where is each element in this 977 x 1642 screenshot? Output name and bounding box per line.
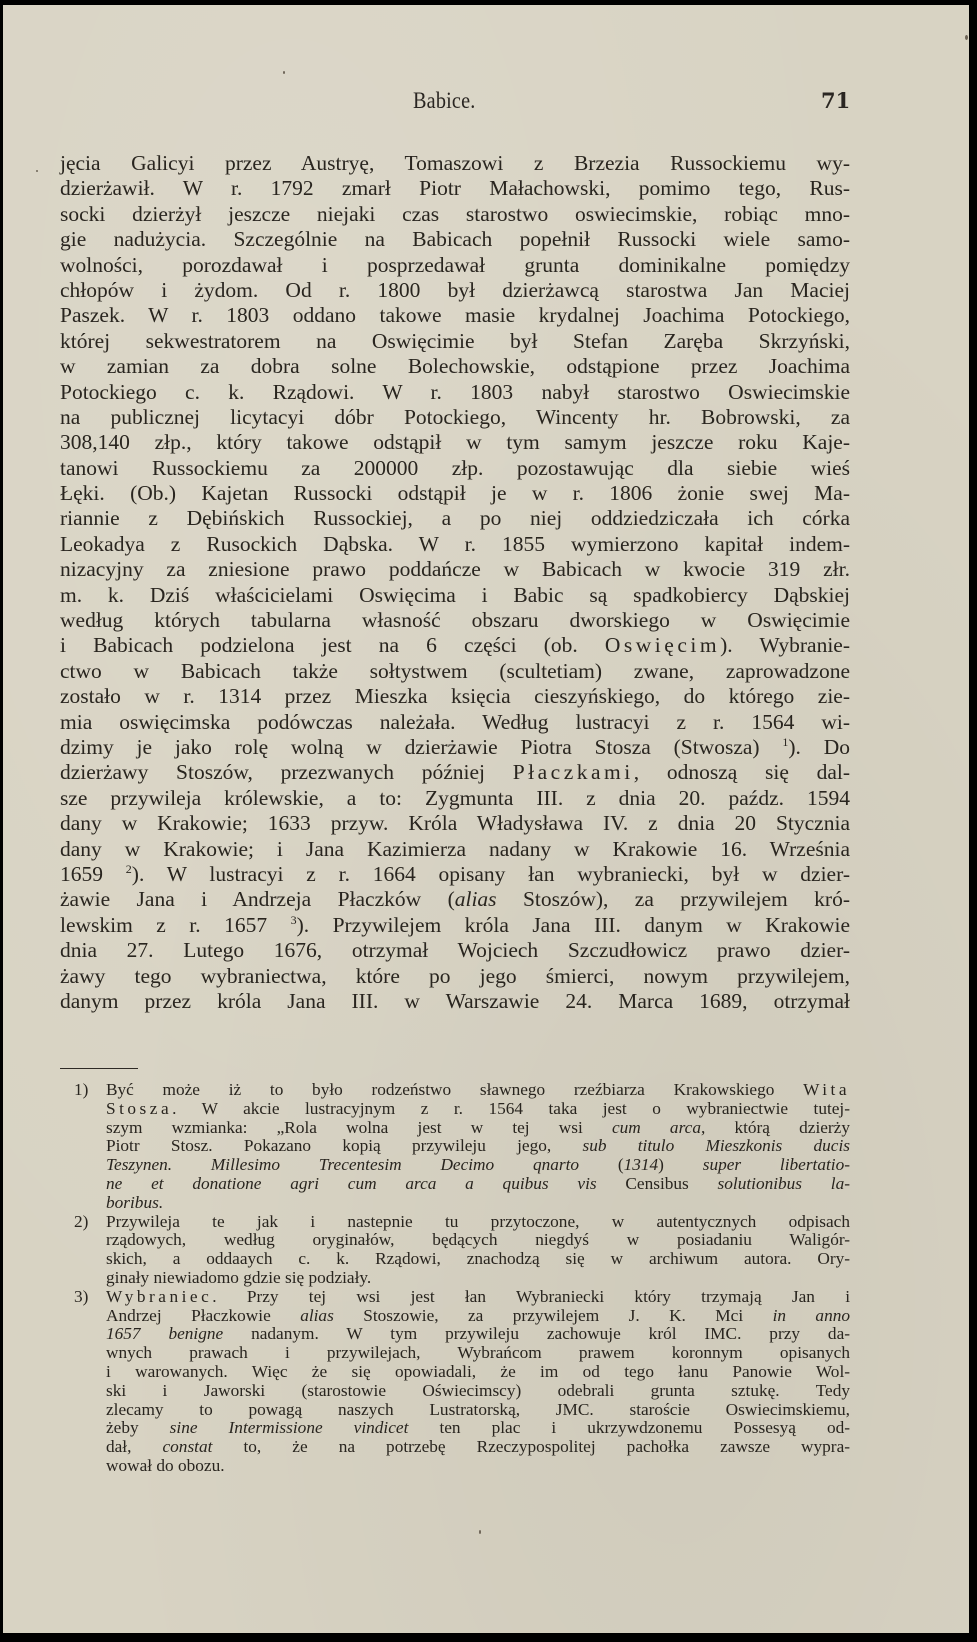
italic-term: constat [162, 1437, 213, 1457]
text-run: ten plac i ukrzywdzonemu Possesyą od- [408, 1418, 850, 1438]
note-line [106, 1156, 850, 1175]
text-line: wolności, porozdawał i posprzedawał grunta dominikalne pomiędzy [60, 252, 850, 277]
text-run: dzierżawy Stoszów, przezwanych później [60, 760, 513, 785]
text-run: ). Przywilejem króla Jana III. danym w Krakowie [296, 912, 851, 937]
note-line [106, 1307, 850, 1326]
footnote-number: 1) [74, 1080, 89, 1099]
note-line [106, 1438, 850, 1457]
italic-term: alias [300, 1305, 334, 1325]
italic-term: 1314 [623, 1155, 659, 1175]
text-line: chłopów i żydom. Od r. 1800 był dzierżawcą starostwa Jan Maciej [60, 277, 850, 302]
text-line: jęcia Galicyi przez Austryę, Tomaszowi z Brzezia Russockiemu wy- [60, 151, 850, 175]
text-line: 308,140 złp., który takowe odstąpił w tym samym jeszcze roku Kaje- [60, 430, 850, 455]
note-line [106, 1100, 850, 1119]
text-line: na publicznej licytacyi dóbr Potockiego, Wincenty hr. Bobrowski, za [60, 404, 850, 429]
text-run: . W akcie lustracyjnym z r. 1564 taka jest o wybraniectwie tutej- [172, 1098, 850, 1118]
text-run: i Babicach podzielona jest na 6 części (ob. [60, 633, 605, 658]
main-text [60, 151, 850, 1014]
text-run: dzimy je jako rolę wolną w dzierżawie Piotra Stosza (Stwosza) [60, 734, 783, 759]
text-run: ). Wybranie- [720, 633, 850, 658]
italic-term: cum arca [611, 1117, 701, 1137]
text-run: Stoszowie, za przywilejem J. K. Mci [333, 1305, 773, 1325]
text-line: w zamian za dobra solne Bolechowskie, odstąpione przez Joachima [60, 354, 850, 379]
text-line: dany w Krakowie; i Jana Kazimierza nadany w Krakowie 16. Września [60, 836, 850, 861]
italic-term: super libertatio- [702, 1155, 850, 1175]
note-line [106, 1419, 850, 1438]
text-line: Paszek. W r. 1803 oddano takowe masie krydalnej Joachima Potockiego, [60, 303, 850, 328]
text-run: żeby [106, 1418, 170, 1438]
footnote-3 [60, 1288, 850, 1476]
text-line: gie nadużycia. Szczególnie na Babicach popełnił Russocki wiele samo- [60, 227, 850, 252]
page-number: 71 [821, 88, 851, 113]
text-line [60, 633, 850, 658]
text-line [60, 760, 850, 785]
footnotes [60, 1081, 850, 1476]
footnote-1 [60, 1081, 850, 1213]
note-line: ski i Jaworski (starostowie Oświecimscy) odebrali grunta sztukę. Tedy [106, 1380, 850, 1400]
text-run: żawie Jana i Andrzeja Płaczków ( [60, 887, 455, 912]
text-run: Być może iż to było rodzeństwo sławnego rzeźbiarza Krakowskiego [106, 1080, 804, 1099]
note-line [106, 1119, 850, 1138]
spaced-name: Wita [803, 1080, 850, 1099]
text-run: lewskim z r. 1657 [60, 912, 291, 937]
italic-term: sub titulo Mieszkonis ducis [582, 1136, 850, 1156]
text-run: ( [579, 1155, 624, 1175]
footnote-number: 3) [74, 1286, 89, 1306]
text-run: nadanym. W tym przywileju zachowuje król IMC. przy da- [223, 1324, 850, 1344]
text-run: Andrzej Płaczkowie [106, 1305, 301, 1325]
note-line [106, 1288, 850, 1307]
text-line: m. k. Dziś właścicielami Oswięcima i Babic są spadkobiercy Dąbskiej [60, 582, 850, 607]
text-line: dany w Krakowie; 1633 przyw. Króla Władysława IV. z dnia 20 Stycznia [60, 811, 850, 836]
note-line [106, 1175, 850, 1194]
text-line: dnia 27. Lutego 1676, otrzymał Wojciech Szczudłowicz prawo dzier- [60, 938, 850, 963]
text-run: . Przy tej wsi jest łan Wybraniecki który trzymają Jan i [212, 1286, 850, 1306]
text-run: Censibus [625, 1173, 689, 1193]
note-line: Przywileja te jak i nastepnie tu przytoczone, w autentycznych odpisach [106, 1211, 850, 1231]
page-header [3, 88, 969, 118]
text-line [60, 735, 850, 760]
footnote-ref-3[interactable]: 3 [290, 912, 297, 927]
italic-term: solutionibus la- [688, 1173, 851, 1193]
text-line: zostało w r. 1314 przez Mieszka księcia cieszyńskiego, do którego zie- [60, 684, 850, 709]
text-run: dał, [106, 1437, 163, 1457]
italic-term: alias [454, 887, 497, 912]
text-run: szym wzmianka: „Rola wolna jest w tej wsi [106, 1117, 612, 1137]
paper-speck [36, 170, 38, 172]
footnote-separator [60, 1068, 138, 1069]
text-line: socki dzierżył jeszcze niejaki czas starostwo oswiecimskie, robiąc mno- [60, 201, 850, 226]
text-run: , którą dzierży [700, 1117, 850, 1137]
text-line: mia oswięcimska podówczas należała. Według lustracyi z r. 1564 wi- [60, 709, 850, 734]
text-run: , odnoszą się dal- [633, 760, 851, 785]
text-line [60, 913, 850, 938]
italic-term: Teszynen. Millesimo Trecentesim Decimo qnarto [106, 1155, 580, 1175]
note-line [106, 1081, 850, 1100]
italic-term: ne et donatione agri cum arca a quibus vis [106, 1173, 626, 1193]
text-line: riannie z Dębińskich Russockiej, a po niej oddziedziczała ich córka [60, 506, 850, 531]
footnote-ref-2[interactable]: 2 [125, 861, 132, 876]
text-run: Piotr Stosz. Pokazano kopią przywileju jego, [106, 1136, 583, 1156]
spaced-name: Oswięcim [604, 633, 721, 658]
spaced-name: Płaczkami [512, 760, 634, 785]
note-line: rządowych, według oryginałów, będących niegdyś w posiadaniu Waligór- [106, 1230, 850, 1250]
spaced-name: Wybraniec [106, 1286, 213, 1306]
italic-term: in anno [772, 1305, 850, 1325]
text-line: ctwo w Babicach także sołtystwem (scultetiam) zwane, zaprowadzone [60, 658, 850, 683]
spaced-name: Stosza [106, 1098, 173, 1118]
text-line [60, 887, 850, 912]
paper-speck [283, 71, 285, 74]
footnote-number: 2) [74, 1211, 89, 1231]
book-page [3, 5, 969, 1633]
paper-speck [965, 35, 968, 40]
text-line: Potockiego c. k. Rządowi. W r. 1803 nabył starostwo Oswiecimskie [60, 379, 850, 404]
italic-term: 1657 benigne [106, 1324, 224, 1344]
footnote-2 [60, 1213, 850, 1288]
paper-speck [479, 1530, 481, 1534]
text-line: danym przez króla Jana III. w Warszawie 24. Marca 1689, otrzymał [60, 988, 850, 1013]
italic-term: sine Intermissione vindicet [169, 1418, 409, 1438]
running-title: Babice. [413, 88, 476, 113]
text-run: ). W lustracyi z r. 1664 opisany łan wybraniecki, był w dzier- [131, 861, 850, 886]
text-line: Leokadya z Rusockich Dąbska. W r. 1855 wymierzono kapitał indem- [60, 531, 850, 556]
text-run: 1659 [60, 861, 126, 886]
text-line [60, 862, 850, 887]
note-line: ginały niewiadomo gdzie się podziały. [106, 1267, 372, 1287]
note-line [106, 1325, 850, 1344]
text-line: żawy tego wybraniectwa, które po jego śmierci, nowym przywilejem, [60, 963, 850, 988]
text-line: nizacyjny za zniesione prawo poddańcze w Babicach w kwocie 319 złr. [60, 557, 850, 582]
text-run: ) [658, 1155, 703, 1175]
note-line [106, 1194, 850, 1213]
text-run: to, że na potrzebę Rzeczypospolitej pachołka zawsze wypra- [212, 1437, 850, 1457]
text-line: Łęki. (Ob.) Kajetan Russocki odstąpił je w r. 1806 żonie swej Ma- [60, 481, 850, 506]
footnote-ref-1[interactable]: 1 [782, 734, 789, 749]
note-line [106, 1137, 850, 1156]
note-line: zlecamy to powagą naszych Lustratorską, JMC. staroście Oswiecimskiemu, [106, 1399, 850, 1419]
note-line: wował do obozu. [106, 1455, 225, 1475]
note-line: wnych prawach i przywilejach, Wybrańcom prawem koronnym opisanych [106, 1343, 850, 1363]
text-line: dzierżawił. W r. 1792 zmarł Piotr Małachowski, pomimo tego, Rus- [60, 176, 850, 201]
note-line: i warowanych. Więc że się opowiadali, że im od tego łanu Panowie Wol- [106, 1361, 850, 1381]
text-line: sze przywileja królewskie, a to: Zygmunta III. z dnia 20. paźdz. 1594 [60, 785, 850, 810]
text-run: ). Do [788, 734, 850, 759]
italic-term: boribus. [106, 1192, 164, 1212]
text-line: tanowi Russockiemu za 200000 złp. pozostawując dla siebie wieś [60, 455, 850, 480]
text-run: Stoszów), za przywilejem kró- [496, 887, 850, 912]
text-line: według których tabularna własność obszaru dworskiego w Oswięcimie [60, 608, 850, 633]
note-line: skich, a oddaaych c. k. Rządowi, znachodzą się w archiwum autora. Ory- [106, 1249, 850, 1269]
text-line: której sekwestratorem na Oswięcimie był Stefan Zaręba Skrzyński, [60, 328, 850, 353]
